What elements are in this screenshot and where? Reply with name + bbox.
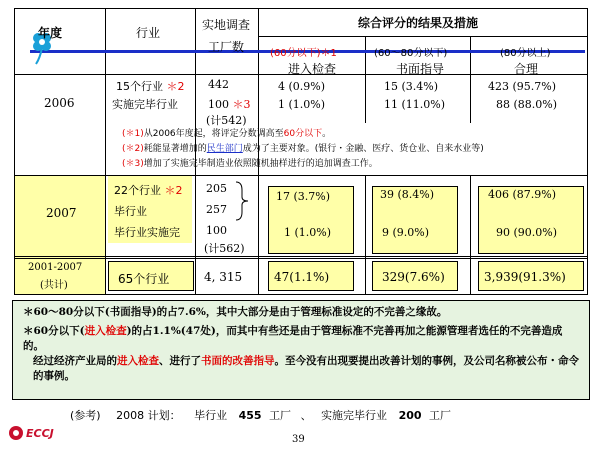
row2006-year: 2006 — [44, 96, 75, 110]
header-document-guidance: 书面指导 — [396, 62, 445, 76]
note-1-prefix: (＊1) — [122, 129, 144, 139]
row2006-inspect1: 4 (0.9%) — [278, 80, 326, 93]
row2006-count2 — [208, 96, 251, 112]
summary-p3 — [23, 354, 579, 384]
plan-sep: 、 — [300, 409, 312, 422]
row2006-count2-mark: ＊3 — [232, 98, 251, 111]
total-year1: 2001-2007 — [28, 262, 83, 273]
note-3-prefix: (＊3) — [122, 159, 144, 169]
row2006-guide2: 11 (11.0%) — [384, 98, 446, 111]
summary-p2-a: ＊60分以下( — [23, 325, 85, 337]
plan-unit2: 工厂 — [429, 409, 452, 422]
row2007-industry1-text: 22个行业 — [114, 184, 161, 197]
eccj-logo: ECCJ — [26, 427, 54, 440]
total-inspect: 47(1.1%) — [274, 270, 330, 284]
total-year2: (共计) — [40, 280, 68, 291]
page-number: 39 — [292, 434, 305, 445]
summary-p3-c: 。至今没有出现要提出改善计划的事例，及公司名称被公布・命令的事例。 — [33, 355, 579, 382]
plan-item1: 毕行业 — [194, 409, 228, 422]
note-1-pre: 从2006年度起，将评定分数调高至 — [143, 129, 284, 139]
note-2-pre: 耗能显著增加的 — [143, 144, 207, 154]
row2007-ok1: 406 (87.9%) — [488, 188, 557, 201]
note-1 — [122, 126, 331, 139]
plan-line — [70, 407, 451, 423]
row2006-industry1 — [116, 78, 185, 94]
header-below60 — [270, 44, 337, 59]
row2007-inspect1: 17 (3.7%) — [276, 190, 331, 203]
summary-p2-highlight: 进入检查 — [84, 325, 127, 337]
below60-mark: ＊1 — [320, 48, 337, 59]
note-2 — [122, 141, 484, 154]
plan-n2: 200 — [398, 409, 422, 422]
row2006-ok1: 423 (95.7%) — [488, 80, 557, 93]
header-survey-line1: 实地调查 — [202, 18, 251, 32]
row2007-industry3: 毕行业实施完 — [114, 226, 180, 239]
total-industry: 65个行业 — [118, 272, 170, 286]
header-results-title: 综合评分的结果及措施 — [358, 16, 479, 30]
summary-p3-highlight1: 进入检查 — [117, 355, 159, 367]
header-industry: 行业 — [136, 26, 161, 40]
total-guide: 329(7.6%) — [382, 270, 445, 284]
row2006-industry1-text: 15个行业 — [116, 80, 163, 93]
summary-p2 — [23, 324, 579, 354]
row2007-count3: 100 — [206, 224, 227, 237]
plan-ref: (参考) — [70, 409, 101, 422]
row2006-ok2: 88 (88.0%) — [496, 98, 558, 111]
total-count: 4, 315 — [204, 270, 243, 284]
row2006-industry1-mark: ＊2 — [166, 80, 185, 93]
note-1-post: 。 — [322, 129, 332, 139]
header-entry-inspection: 进入检查 — [288, 62, 337, 76]
note-2-prefix: (＊2) — [122, 144, 144, 154]
row2007-industry1-mark: ＊2 — [164, 184, 183, 197]
row2006-industry2: 实施完毕行业 — [112, 98, 178, 111]
row2007-guide2: 9 (9.0%) — [382, 226, 430, 239]
plan-item2: 实施完毕行业 — [321, 409, 388, 422]
plan-n1: 455 — [238, 409, 262, 422]
row2006-count-total: (计542) — [206, 114, 247, 127]
header-year: 年度 — [38, 26, 63, 40]
row2006-count2-text: 100 — [208, 98, 229, 111]
row2006-inspect2: 1 (1.0%) — [278, 98, 326, 111]
header-survey-line2: 工厂数 — [208, 40, 245, 54]
summary-box — [12, 300, 590, 400]
row2007-count2: 257 — [206, 203, 227, 216]
note-1-highlight: 60分以下 — [283, 129, 323, 139]
note-3-pre: 增加了实施完毕制造业依照随机抽样进行的追加调查工作。 — [143, 159, 378, 169]
total-ok: 3,939(91.3%) — [484, 270, 566, 284]
row2007-inspect2: 1 (1.0%) — [284, 226, 332, 239]
summary-p2-b: )的占1.1%(47处)，而其中有些还是由于管理标准不完善再加之能源管理者选任的不完善造成的。 — [23, 325, 563, 352]
note-2-post: 成为了主要对象。(银行・金融、医疗、货仓业、自来水业等) — [242, 144, 484, 154]
row2007-count1: 205 — [206, 182, 227, 195]
summary-p3-b: 、进行了 — [159, 355, 201, 367]
plan-label: 2008 计划： — [116, 409, 181, 422]
row2007-ok2: 90 (90.0%) — [496, 226, 558, 239]
note-3 — [122, 156, 378, 169]
header-range60-80: (60～80分以下) — [374, 48, 448, 59]
row2006-guide1: 15 (3.4%) — [384, 80, 439, 93]
brace-icon — [234, 180, 250, 222]
header-qualified: 合理 — [514, 62, 539, 76]
below60-label: (60分以下) — [270, 48, 321, 59]
summary-p3-a: 经过经济产业局的 — [33, 355, 117, 367]
row2007-industry2: 毕行业 — [114, 205, 147, 218]
eccj-logo-icon — [8, 425, 24, 441]
row2006-count1: 442 — [208, 78, 229, 91]
note-2-highlight: 民生部门 — [206, 144, 243, 154]
row2007-count-total: (计562) — [204, 242, 245, 255]
header-above80: (80分以上) — [500, 48, 551, 59]
row2007-year: 2007 — [46, 206, 77, 220]
summary-p1: ＊60～80分以下(书面指导)的占7.6%，其中大部分是由于管理标准设定的不完善之缘故。 — [23, 306, 448, 318]
plan-unit1: 工厂 — [269, 409, 292, 422]
row2007-industry1 — [114, 182, 183, 198]
summary-p3-highlight2: 书面的改善指导 — [201, 355, 275, 367]
row2007-guide1: 39 (8.4%) — [380, 188, 435, 201]
